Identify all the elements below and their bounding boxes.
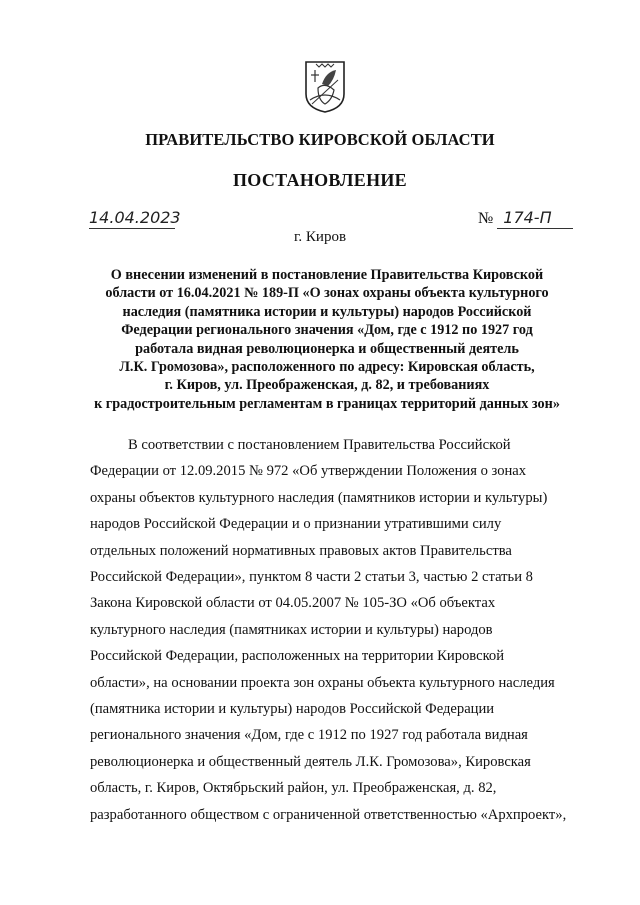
body-line: (памятника истории и культуры) народов Российской Федерации: [90, 701, 495, 718]
coat-of-arms-icon: [304, 60, 346, 114]
body-line: охраны объектов культурного наследия (памятников истории и культуры): [90, 489, 548, 506]
body-text: [90, 432, 583, 828]
title-line: О внесении изменений в постановление Правительства Кировской: [110, 267, 544, 283]
title-line: к градостроительным регламентам в границах территорий данных зон»: [94, 395, 560, 412]
number-value: 174-П: [497, 208, 573, 229]
government-name: ПРАВИТЕЛЬСТВО КИРОВСКОЙ ОБЛАСТИ: [145, 130, 495, 149]
body-line: Российской Федерации», пунктом 8 части 2 статьи 3, частью 2 статьи 8: [90, 569, 533, 586]
body-line: Российской Федерации, расположенных на территории Кировской: [90, 648, 505, 665]
number-sign: №: [478, 210, 494, 227]
title-line: наследия (памятника истории и культуры) народов Российской: [122, 303, 532, 320]
document-type: ПОСТАНОВЛЕНИЕ: [233, 170, 407, 190]
document-date: 14.04.2023: [89, 208, 181, 227]
body-line: народов Российской Федерации и о признании утратившими силу: [90, 516, 502, 533]
body-line: разработанного обществом с ограниченной ответственностью «Архпроект»,: [90, 806, 567, 823]
title-line: г. Киров, ул. Преображенская, д. 82, и требованиях: [164, 377, 490, 394]
body-line: области», на основании проекта зон охраны объекта культурного наследия: [90, 674, 555, 691]
title-line: области от 16.04.2021 № 189-П «О зонах охраны объекта культурного: [105, 285, 549, 302]
document-number: [478, 208, 573, 229]
title-line: Л.К. Громозова», расположенного по адресу: Кировская область,: [119, 359, 535, 376]
body-line: В соответствии с постановлением Правительства Российской: [128, 437, 511, 453]
body-line: область, г. Киров, Октябрьский район, ул. Преображенская, д. 82,: [90, 780, 497, 797]
body-line: культурного наследия (памятниках истории и культуры) народов: [90, 621, 493, 638]
body-line: Федерации от 12.09.2015 № 972 «Об утверждении Положения о зонах: [90, 463, 527, 480]
document-title: [88, 266, 566, 413]
title-line: Федерации регионального значения «Дом, где с 1912 по 1927 год: [121, 322, 533, 339]
city: г. Киров: [293, 229, 347, 245]
body-line: отдельных положений нормативных правовых актов Правительства: [90, 542, 512, 559]
title-line: работала видная революционерка и общественный деятель: [135, 340, 519, 357]
body-line: регионального значения «Дом, где с 1912 по 1927 год работала видная: [90, 727, 528, 744]
body-line: революционерка и общественный деятель Л.К. Громозова», Кировская: [90, 753, 531, 770]
body-line: Закона Кировской области от 04.05.2007 № 105-ЗО «Об объектах: [90, 595, 496, 612]
